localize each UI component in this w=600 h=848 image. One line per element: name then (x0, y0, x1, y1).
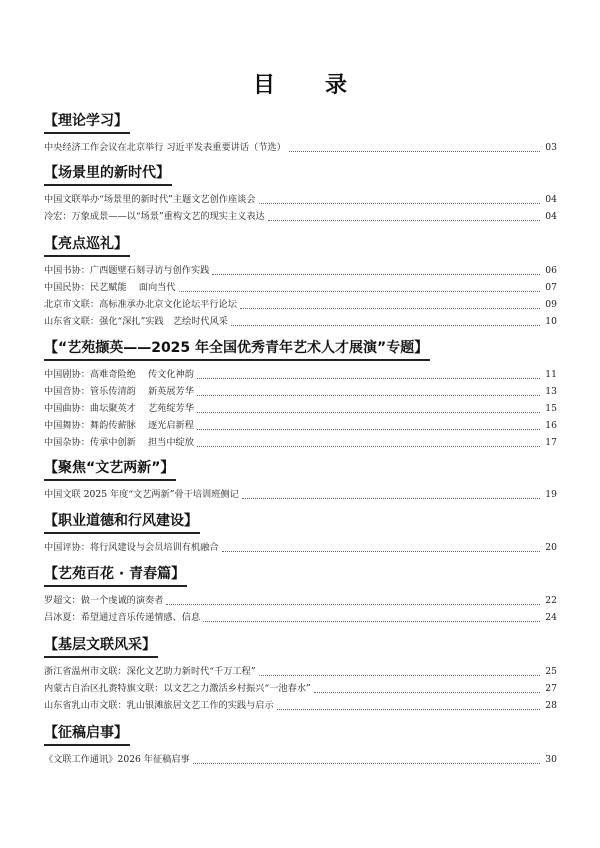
toc-entry-title: 中央经济工作会议在北京举行 习近平发表重要讲话（节选） (44, 142, 286, 153)
toc-entry-title: 中国文联举办“场景里的新时代”主题文艺创作座谈会 (44, 194, 256, 205)
toc-entry[interactable] (44, 680, 557, 697)
toc-entry[interactable] (44, 697, 557, 714)
toc-entry-page: 11 (545, 369, 557, 380)
section-title: 【基层文联风采】 (44, 637, 156, 653)
section-title: 【理论学习】 (44, 113, 128, 129)
toc-entry-title: 山东省文联：强化“深扎”实践 艺绘时代风采 (44, 316, 228, 327)
toc-entry-page: 09 (545, 299, 557, 310)
toc-entry-page: 22 (545, 595, 557, 606)
section-header (44, 634, 557, 658)
dot-leader (197, 412, 540, 413)
section-title: 【场景里的新时代】 (44, 165, 170, 181)
section-underline (44, 744, 130, 746)
toc-entry-title: 内蒙古自治区扎赉特旗文联：以文艺之力激活乡村振兴“一池春水” (44, 683, 311, 694)
toc-entry-page: 16 (545, 420, 557, 431)
section-header (44, 110, 557, 134)
section-title: 【“艺苑撷英——2025 年全国优秀青年艺术人才展演”专题】 (44, 340, 429, 356)
dot-leader (197, 429, 540, 430)
toc-entry-title: 罗超文：做一个虔诚的演奏者 (44, 595, 164, 606)
section-title: 【聚焦“文艺两新”】 (44, 460, 175, 476)
toc-entry-page: 27 (545, 683, 557, 694)
toc-entry-title: 中国文联 2025 年度“文艺两新”骨干培训班侧记 (44, 489, 239, 500)
toc-entry-title: 北京市文联：高标准承办北京文化论坛平行论坛 (44, 299, 237, 310)
toc-entry-page: 19 (545, 489, 557, 500)
section-title: 【艺苑百花 · 青春篇】 (44, 566, 186, 582)
dot-leader (197, 446, 540, 447)
section-header (44, 233, 557, 257)
section-header (44, 510, 557, 534)
dot-leader (166, 604, 540, 605)
toc-entry-title: 中国剧协：高难奇险绝 传文化神韵 (44, 369, 194, 380)
section-title: 【亮点巡礼】 (44, 236, 128, 252)
toc-entry-title: 中国曲协：曲坛聚英才 艺苑绽芳华 (44, 403, 194, 414)
toc-entry-page: 15 (545, 403, 557, 414)
dot-leader (268, 220, 540, 221)
dot-leader (179, 291, 540, 292)
toc-entry-page: 04 (545, 194, 557, 205)
toc-entry-page: 25 (545, 666, 557, 677)
dot-leader (277, 709, 540, 710)
toc-entry[interactable] (44, 279, 557, 296)
toc-entry-title: 中国评协：将行风建设与会员培训有机融合 (44, 542, 219, 553)
toc-entry[interactable] (44, 262, 557, 279)
toc-entry[interactable] (44, 139, 557, 156)
toc-entry[interactable] (44, 417, 557, 434)
dot-leader (289, 151, 540, 152)
section-header (44, 457, 557, 481)
toc-section (44, 634, 557, 714)
toc-entry-page: 24 (545, 612, 557, 623)
section-underline (44, 132, 130, 134)
dot-leader (259, 675, 540, 676)
section-header (44, 162, 557, 186)
toc-entry-title: 中国舞协：舞韵传薪脉 逐光启新程 (44, 420, 194, 431)
toc-entry[interactable] (44, 486, 557, 503)
toc-entry-page: 03 (545, 142, 557, 153)
toc-entry-page: 07 (545, 282, 557, 293)
toc-entry-page: 10 (545, 316, 557, 327)
toc-entry-page: 13 (545, 386, 557, 397)
dot-leader (240, 308, 540, 309)
toc-entry-title: 中国书协：广西题壁石刻寻访与创作实践 (44, 265, 210, 276)
dot-leader (203, 621, 540, 622)
toc-entry-page: 17 (545, 437, 557, 448)
toc-entry[interactable] (44, 434, 557, 451)
toc-section (44, 457, 557, 503)
dot-leader (231, 325, 540, 326)
toc-section (44, 510, 557, 556)
dot-leader (259, 203, 540, 204)
toc-entry[interactable] (44, 539, 557, 556)
section-underline (44, 359, 430, 361)
section-underline (44, 255, 130, 257)
section-header (44, 722, 557, 746)
dot-leader (222, 551, 540, 552)
toc-entry[interactable] (44, 366, 557, 383)
page-title: 目 录 (252, 73, 361, 98)
toc-entry[interactable] (44, 383, 557, 400)
section-underline (44, 656, 158, 658)
toc-entry-page: 30 (545, 754, 557, 765)
toc-entry-title: 冷宏：万象成景——以“场景”重构文艺的现实主义表达 (44, 211, 265, 222)
section-title: 【职业道德和行风建设】 (44, 513, 198, 529)
toc-entry[interactable] (44, 296, 557, 313)
section-underline (44, 184, 172, 186)
toc-entry[interactable] (44, 400, 557, 417)
dot-leader (197, 378, 540, 379)
toc-section (44, 563, 557, 626)
toc-entry[interactable] (44, 191, 557, 208)
toc-entry-title: 浙江省温州市文联：深化文艺助力新时代“千万工程” (44, 666, 256, 677)
toc-entry-title: 中国音协：管乐传清韵 新英展芳华 (44, 386, 194, 397)
toc-entry-title: 《文联工作通讯》2026 年征稿启事 (44, 754, 190, 765)
toc-entry-title: 吕冰夏：希望通过音乐传递情感、信息 (44, 612, 201, 623)
toc-entry-title: 山东省乳山市文联：乳山银滩旅居文艺工作的实践与启示 (44, 700, 274, 711)
toc-entry-page: 06 (545, 265, 557, 276)
toc-entry[interactable] (44, 751, 557, 768)
section-header (44, 563, 557, 587)
toc-section (44, 722, 557, 768)
toc-section (44, 162, 557, 225)
toc-entry[interactable] (44, 313, 557, 330)
section-underline (44, 532, 200, 534)
toc-entry-page: 28 (545, 700, 557, 711)
toc-entry[interactable] (44, 592, 557, 609)
toc-entry-title: 中国杂协：传承中创新 担当中绽放 (44, 437, 194, 448)
toc-entry-page: 04 (545, 211, 557, 222)
toc-entry-page: 20 (545, 542, 557, 553)
section-title: 【征稿启事】 (44, 725, 128, 741)
section-underline (44, 585, 187, 587)
dot-leader (193, 763, 540, 764)
toc-section (44, 233, 557, 330)
dot-leader (212, 274, 540, 275)
section-underline (44, 479, 176, 481)
toc-entry[interactable] (44, 663, 557, 680)
toc-entry[interactable] (44, 609, 557, 626)
dot-leader (314, 692, 540, 693)
dot-leader (242, 498, 540, 499)
toc-entry[interactable] (44, 208, 557, 225)
section-header (44, 337, 557, 361)
toc-entry-title: 中国民协：民艺赋能 面向当代 (44, 282, 176, 293)
toc-section (44, 337, 557, 451)
dot-leader (197, 395, 540, 396)
toc-section (44, 110, 557, 156)
